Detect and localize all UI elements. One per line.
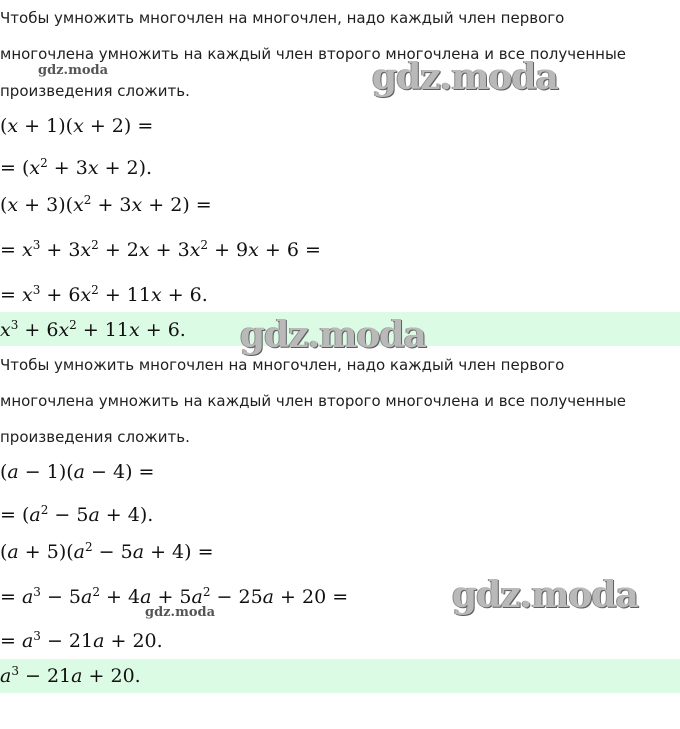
rule-text-line-1: Чтобы умножить многочлен на многочлен, надо каждый член первого (0, 9, 565, 27)
watermark-small: gdz.moda (38, 63, 109, 78)
math-step-1: (x + 1)(x + 2) = (0, 115, 154, 137)
math-step-5: = $a^3 - 21a + 20$. (0, 629, 163, 652)
answer-1: $x^3 + 6x^2 + 11x + 6$. (0, 318, 186, 341)
answer-2: $a^3 - 21a + 20$. (0, 664, 141, 687)
math-step-2: = $(x^2 + 3x + 2)$. (0, 156, 153, 179)
math-step-3: $(a + 5)(a^2 - 5a + 4)$ = (0, 540, 214, 563)
rule-text-line-3: произведения сложить. (0, 428, 190, 446)
watermark-large: gdz.moda (240, 314, 426, 356)
rule-text-line-2: многочлена умножить на каждый член второго многочлена и все полученные (0, 45, 627, 63)
math-step-5: = $x^3 + 6x^2 + 11x + 6$. (0, 283, 208, 306)
rule-text-line-3: произведения сложить. (0, 82, 190, 100)
math-step-4: = $a^3 - 5a^2 + 4a + 5a^2 - 25a + 20$ = (0, 585, 349, 608)
math-step-4: = $x^3 + 3x^2 + 2x + 3x^2 + 9x + 6$ = (0, 238, 321, 261)
rule-text-line-1: Чтобы умножить многочлен на многочлен, надо каждый член первого (0, 356, 565, 374)
watermark-small: gdz.moda (145, 605, 216, 620)
math-step-3: $(x + 3)(x^2 + 3x + 2)$ = (0, 193, 212, 216)
watermark-large: gdz.moda (452, 574, 638, 616)
math-step-1: (a − 1)(a − 4) = (0, 461, 155, 483)
rule-text-line-2: многочлена умножить на каждый член второго многочлена и все полученные (0, 392, 627, 410)
math-step-2: = $(a^2 - 5a + 4)$. (0, 503, 154, 526)
watermark-large: gdz.moda (372, 56, 558, 98)
